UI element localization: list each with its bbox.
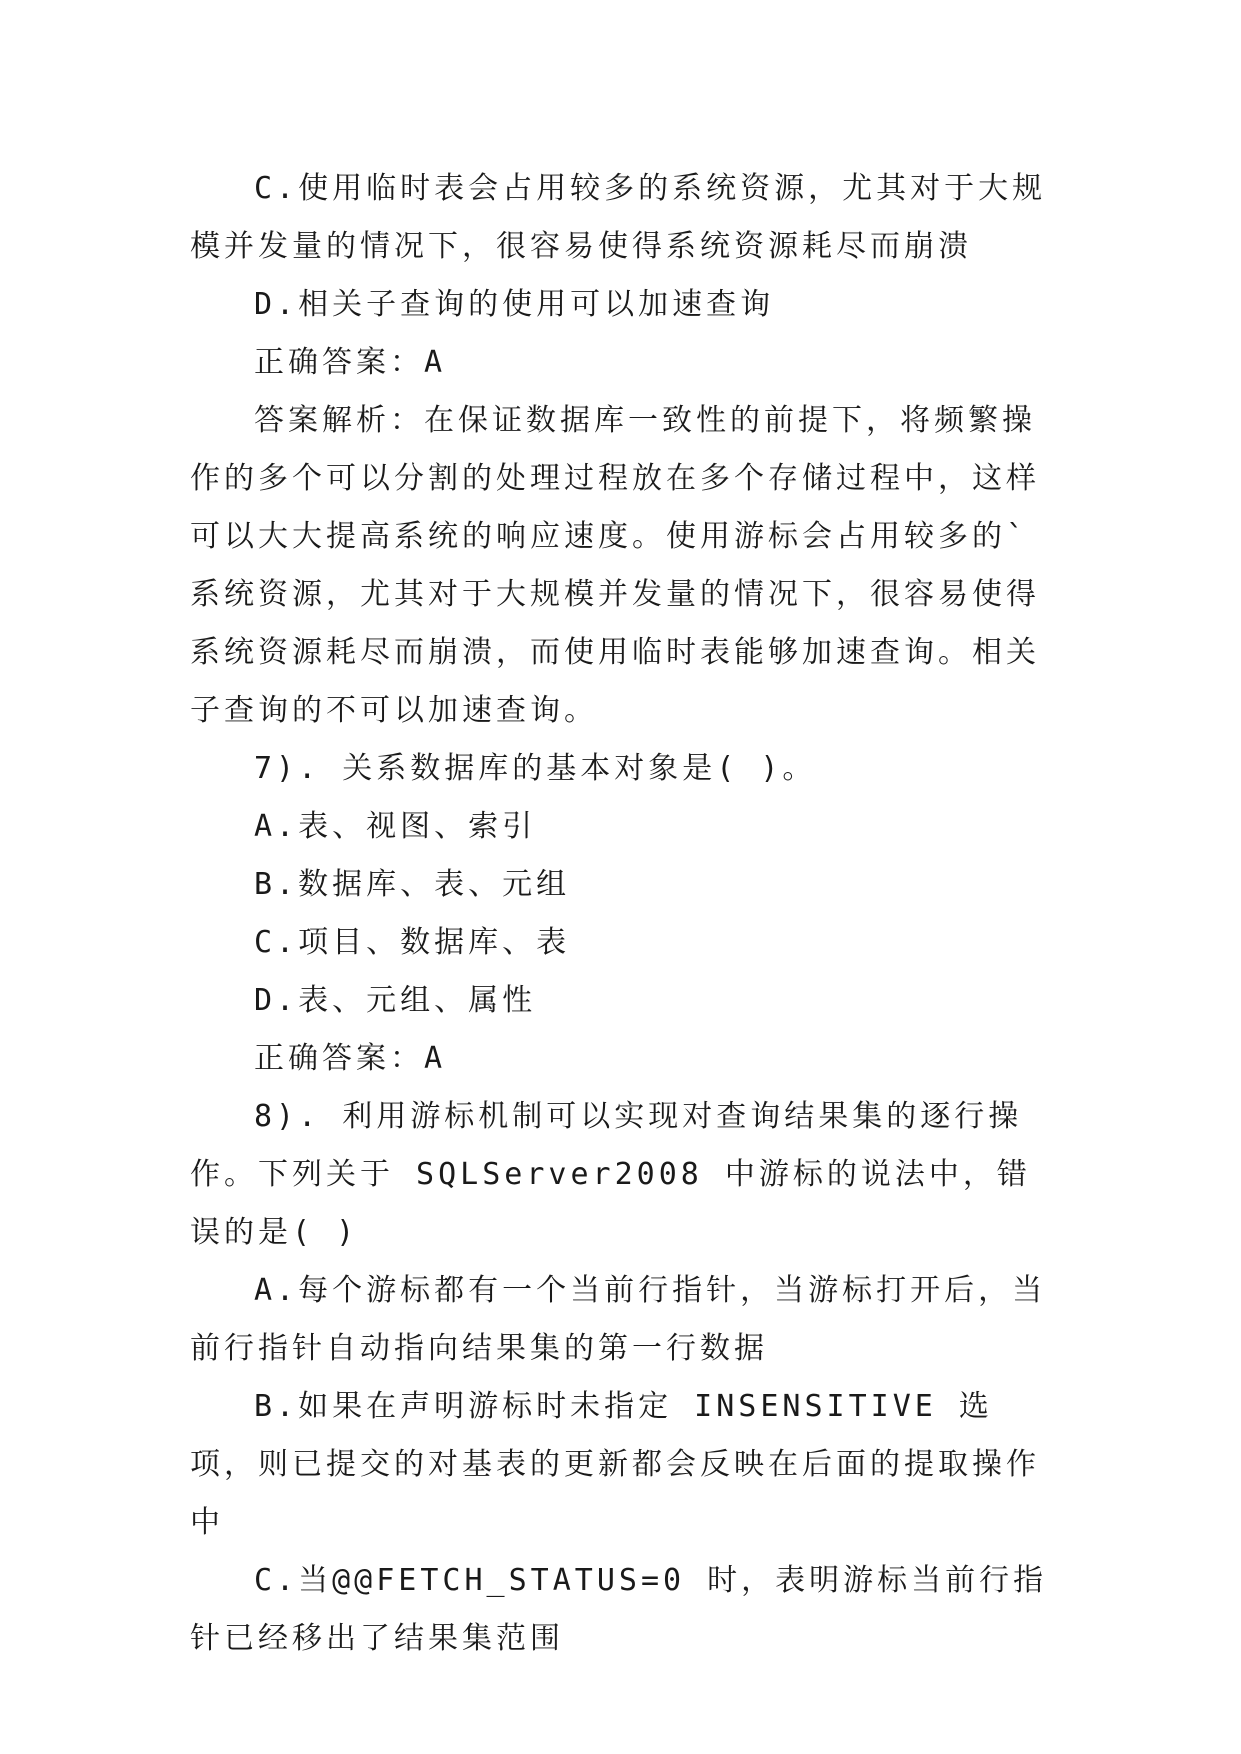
q7-option-c: C.项目、数据库、表 [254,925,571,960]
q8-option-a: A.每个游标都有一个当前行指针，当游标打开后，当前行指针自动指向结果集的第一行数据 [190,1273,1047,1366]
option-c-text: C.使用临时表会占用较多的系统资源，尤其对于大规模并发量的情况下，很容易使得系统资源耗尽而崩溃 [190,171,1047,264]
question-7: 7). 关系数据库的基本对象是( )。 [254,751,817,786]
q7-option-d: D.表、元组、属性 [254,983,537,1018]
option-d-text: D.相关子查询的使用可以加速查询 [254,287,775,322]
q7-option-b: B.数据库、表、元组 [254,867,571,902]
q8-option-c: C.当@@FETCH_STATUS=0 时，表明游标当前行指针已经移出了结果集范围 [190,1563,1048,1656]
answer-explanation: 答案解析：在保证数据库一致性的前提下，将频繁操作的多个可以分割的处理过程放在多个存储过程中，这样可以大大提高系统的响应速度。使用游标会占用较多的`系统资源，尤其对于大规模并发量的情况下，很容易使得系统资源耗尽而崩溃，而使用临时表能够加速查询。相关子查询的不可以加速查询。 [190,403,1040,728]
question-8: 8). 利用游标机制可以实现对查询结果集的逐行操作。下列关于 SQLServer2008 中游标的说法中，错误的是( ) [190,1099,1031,1250]
document-body [190,160,1060,1668]
correct-answer: 正确答案：A [254,345,447,380]
q7-correct-answer: 正确答案：A [254,1041,447,1076]
q7-option-a: A.表、视图、索引 [254,809,537,844]
q8-option-b: B.如果在声明游标时未指定 INSENSITIVE 选项，则已提交的对基表的更新都会反映在后面的提取操作中 [190,1389,1040,1540]
